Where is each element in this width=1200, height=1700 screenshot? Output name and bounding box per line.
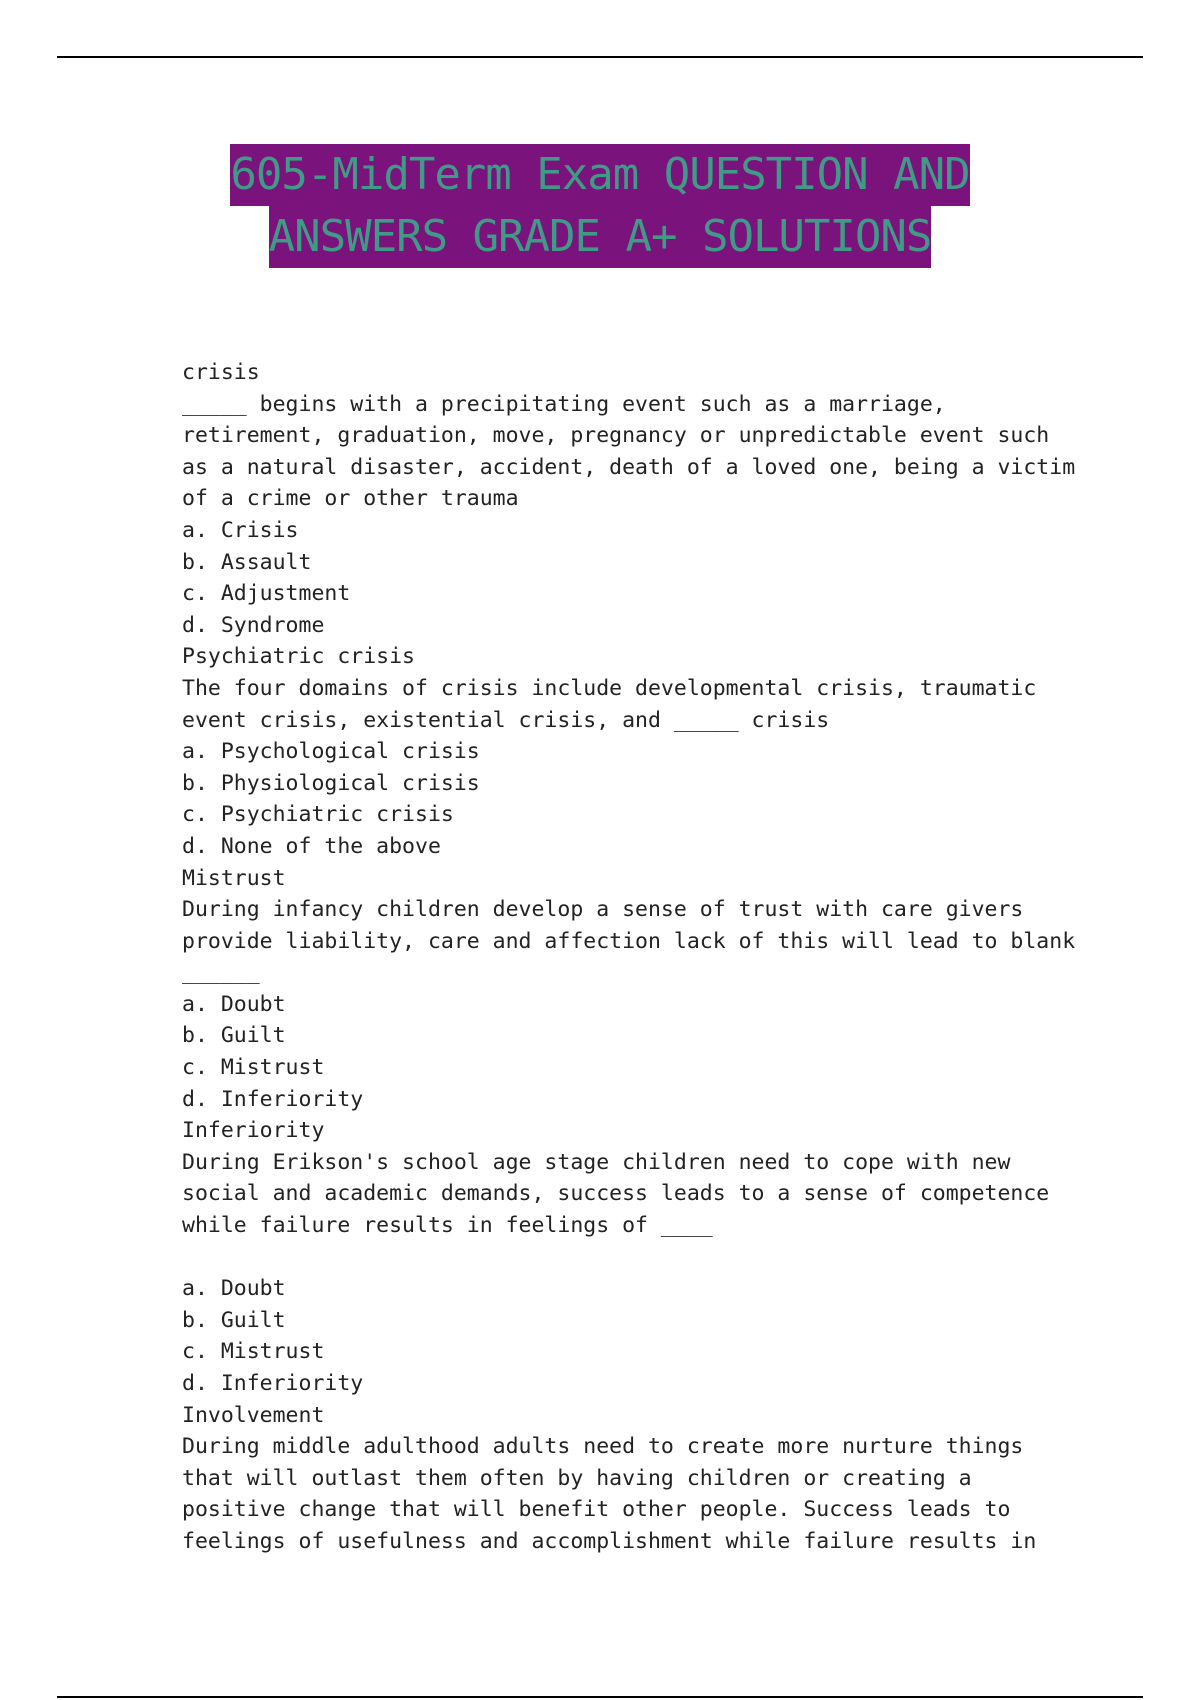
text-line: a. Psychological crisis — [182, 739, 480, 765]
text-line: The four domains of crisis include developmental crisis, traumatic — [182, 675, 1037, 701]
text-line: During infancy children develop a sense of trust with care givers — [182, 897, 1024, 923]
text-line: d. Inferiority — [182, 1086, 364, 1112]
text-line: d. Inferiority — [182, 1371, 364, 1396]
text-line: Psychiatric crisis — [182, 644, 415, 670]
text-line: a. Doubt — [182, 1276, 286, 1302]
text-line: c. Adjustment — [182, 581, 351, 607]
text-line: Mistrust — [182, 865, 286, 891]
text-line: Involvement — [182, 1402, 325, 1428]
text-line: of a crime or other trauma — [182, 486, 519, 512]
text-line: c. Mistrust — [182, 1055, 325, 1081]
title-line-1: 605-MidTerm Exam QUESTION AND — [230, 144, 969, 206]
text-line: b. Guilt — [182, 1023, 286, 1049]
text-line: provide liability, care and affection lack of this will lead to blank — [182, 928, 1076, 954]
text-line: b. Physiological crisis — [182, 770, 480, 796]
text-line: b. Guilt — [182, 1307, 286, 1333]
text-line: b. Assault — [182, 549, 312, 575]
blank-line — [182, 1242, 1082, 1274]
document-title — [0, 144, 1200, 268]
text-line: social and academic demands, success leads to a sense of competence — [182, 1181, 1050, 1207]
text-line: d. Syndrome — [182, 612, 325, 638]
text-line: ______ — [182, 960, 260, 986]
text-line: During middle adulthood adults need to create more nurture things — [182, 1434, 1024, 1460]
title-line-2: ANSWERS GRADE A+ SOLUTIONS — [269, 206, 932, 268]
text-line: c. Psychiatric crisis — [182, 802, 454, 828]
text-line: that will outlast them often by having children or creating a — [182, 1465, 972, 1491]
top-divider — [57, 56, 1143, 58]
text-line: c. Mistrust — [182, 1339, 325, 1365]
text-line: as a natural disaster, accident, death of a loved one, being a victim — [182, 454, 1076, 480]
text-line: Inferiority — [182, 1118, 325, 1144]
text-line: crisis — [182, 360, 260, 385]
text-line: _____ begins with a precipitating event such as a marriage, — [182, 391, 946, 417]
text-line: retirement, graduation, move, pregnancy or unpredictable event such — [182, 423, 1050, 449]
text-line: During Erikson's school age stage children need to cope with new — [182, 1149, 1011, 1175]
document-body — [182, 357, 1082, 1558]
text-line: a. Doubt — [182, 991, 286, 1017]
bottom-divider — [57, 1696, 1143, 1698]
text-line: while failure results in feelings of ____ — [182, 1213, 713, 1239]
text-line: feelings of usefulness and accomplishment while failure results in — [182, 1528, 1037, 1554]
text-line: d. None of the above — [182, 833, 441, 859]
text-line: event crisis, existential crisis, and _____ crisis — [182, 707, 830, 733]
text-line: a. Crisis — [182, 517, 299, 543]
text-line: positive change that will benefit other people. Success leads to — [182, 1497, 1011, 1523]
